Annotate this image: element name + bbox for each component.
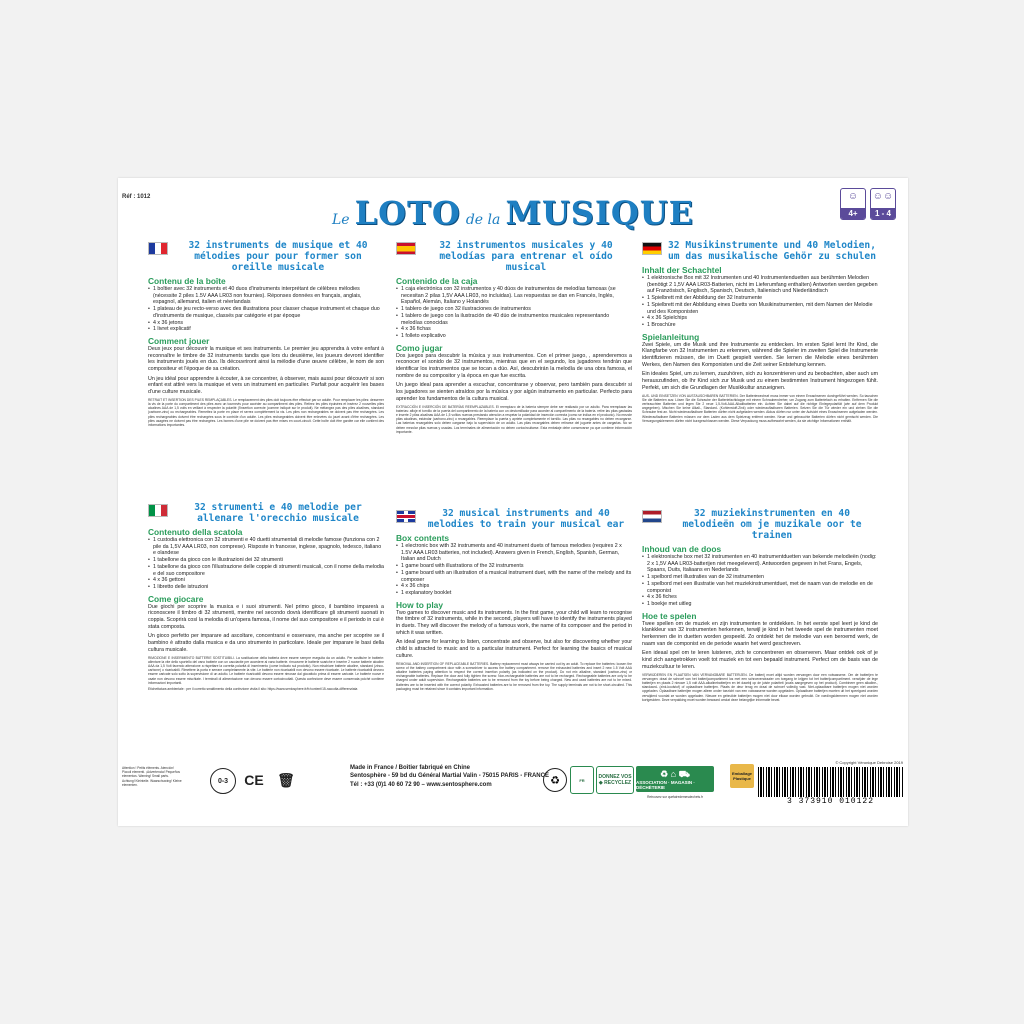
age-badge <box>840 188 866 220</box>
french-heading: 32 instruments de musique et 40 mélodies pour pour former son oreille musicale <box>188 240 368 273</box>
french-flag-icon <box>148 242 168 255</box>
age-warning-label: 0-3 <box>217 777 229 785</box>
section-french <box>148 240 384 492</box>
age-player-badges <box>840 188 896 220</box>
players-badge <box>870 188 896 220</box>
recycling-options-label: ASSOCIATION · MAGASIN · DÉCHÈTERIE <box>636 780 695 790</box>
german-contents-list <box>642 275 878 329</box>
list-item: • 1 Spielbrett mit der Abbildung der 32 Instrumente <box>642 295 878 302</box>
list-item: • 4 x 36 chips <box>396 583 632 590</box>
triman-icon <box>543 768 567 792</box>
french-contents-list <box>148 286 384 333</box>
list-item: • 4 x 36 Spielchips <box>642 315 878 322</box>
dutch-battery-notice: VERWIJDEREN EN PLAATSEN VAN VERVANGBARE BATTERIJEN. De batterij moet altijd worden vervangen door een volwassene. Om de batterijen te vervangen: draai de schroef van het batterijcompartiment los met een schroevendraaier om toegang te krijgen tot het batterijcompartiment. verwijder de lege batterijen en plaats 2 nieuwe 1,5 volt AAA-alkalinebatterijen en let daarbij op de juiste polariteit (zoals aangegeven op het product). Combineer geen alkaline-, standaard- (zink-koolstof) of oplaadbare batterijen. Plaats de deur terug en draai de schroef volledig vast. Niet-oplaadbare batterijen mogen niet worden opgeladen. Oplaadbare batterijen mogen alleen onder toezicht van een volwassene worden opgeladen. Oplaadbare batterijen moeten uit het speelgoed worden verwijderd voordat ze worden opgeladen. Nieuwe en gebruikte batterijen mogen niet door elkaar worden gebruikt. De voedingsklemmen mogen niet worden kortgesloten. Deze verpakking moet worden bewaard omdat deze belangrijke informatie bevat. <box>642 672 878 702</box>
list-item: • 1 folleto explicativo <box>396 333 632 340</box>
german-howto-title: Spielanleitung <box>642 331 700 342</box>
footer <box>118 758 908 826</box>
manufacturer-address <box>350 764 560 789</box>
weee-bin-icon: 🗑 <box>277 771 295 788</box>
german-heading: 32 Musikinstrumente und 40 Melodien, um das musikalische Gehör zu schulen <box>668 240 876 262</box>
list-item: • 1 spelbord met een illustratie van het muziekinstrumentduet, met de naam van de melodie en de componist <box>642 581 878 594</box>
list-item: • 1 caja electrónica con 32 instrumentos y 40 dúos de instrumentos de melodías famosas (se necesitan 2 pilas 1,5V AAA LR03, no incluidas). Las respuestas se dan en Francés, Inglés, Español, Alemán, Italiano y Holandés <box>396 286 632 306</box>
list-item: • 1 custodia elettronica con 32 strumenti e 40 duetti strumentali di melodie famose (funziona con 2 pile da 1,5V AAA LR03, non comprese). Risposte in francese, inglese, spagnolo, tedesco, italiano e olandese <box>148 537 384 557</box>
french-contents-title: Contenu de la boîte <box>148 276 226 286</box>
title-de-la: de la <box>465 212 501 228</box>
german-contents-title: Inhalt der Schachtel <box>642 265 722 275</box>
list-item: • 1 Broschüre <box>642 322 878 329</box>
english-battery-notice: REMOVAL AND INSERTION OF REPLACEABLE BATTERIES. Battery replacement must always be carried out by an adult. To replace the batteries: loosen the screw of the battery compartment door with a screwdriver to access the battery compartment. remove the exhausted batteries and insert 2 new 1.5 Volt AAA alkaline batteries paying attention to respect the correct insertion polarity (as indicated on the product). Do not mix alkaline, standard (carbon-zinc) or rechargeable batteries. Replace the door and fully tighten the screw. Non-rechargeable batteries are not to be recharged. Rechargeable batteries are only to be charged under adult supervision. Rechargeable batteries are to be removed from the toy before being charged. New and used batteries are not to be mixed. Batteries are to be inserted with the correct polarity. Exhausted batteries are to be removed from the toy. The supply terminals are not to be short-circuited. This packaging must be retained since it contains important information. <box>396 661 632 691</box>
italian-contents-list <box>148 537 384 591</box>
list-item: • 1 tablero de juego con la ilustración de 40 dúo de instrumentos musicales representando melodías conocidas <box>396 313 632 326</box>
spanish-contents-title: Contenido de la caja <box>396 276 478 286</box>
dutch-howto-text: Twee spellen om de muziek en zijn instrumenten te ontdekken. In het eerste spel leert je kind de klankkleur van 32 instrumenten herkennen, terwijl je kind in het tweede spel de instrumenten moet herkennen die in duetten worden gespeeld. Zo ontdekt het de melodie van een beroemd werk, de naam van de componist en de periode waarin het werd geschreven. <box>642 620 878 647</box>
company-contact: Tél : +33 (0)1 40 60 72 90 – www.sentosphere.com <box>350 781 492 788</box>
packaging-label: Emballage Plastique <box>731 771 752 781</box>
company-address: Sentosphère - 59 bd du Général Martial Valin - 75015 PARIS - FRANCE <box>350 773 549 780</box>
list-item: • 4 x 36 fiches <box>642 594 878 601</box>
recycling-url: Retrouvez sur quefairedemesdechets.fr <box>647 795 703 799</box>
list-item: • 4 x 36 jetons <box>148 320 384 327</box>
section-english <box>396 508 632 758</box>
spanish-howto-text-2: Un juego ideal para aprender a escuchar, concentrarse y observar, pero también para descubrir si los jugadores se sienten atraídos por la música y por algún instrumento en particular. Perfecto para aprender los fundamentos de la cultura musical. <box>396 382 632 402</box>
players-icon: ☺☺ <box>872 191 894 202</box>
spanish-howto-title: Como jugar <box>396 342 443 353</box>
title-loto: LOTO <box>354 194 461 232</box>
dutch-heading: 32 muziekinstrumenten en 40 melodieën om je muzikale oor te trainen <box>682 508 862 541</box>
list-item: • 1 livret explicatif <box>148 326 384 333</box>
french-battery-notice: RETRAIT ET INSERTION DES PILES REMPLAÇABLES. Le remplacement des piles doit toujours être effectué par un adulte. Pour remplacer les piles: desserrer la vis de la porte du compartiment des piles avec un tournevis pour accéder au compartiment des piles. Retirez les piles épuisées et insérez 2 nouvelles piles alcalines AAA de 1,5 volts en veillant à respecter la polarité (l'insertion correcte (comme indiqué sur le produit). Ne mélangez pas des piles alcalines, standard (carbone-zinc) ou rechargeables. Remettez la porte en place et serrez complètement la vis. Les piles non rechargeables ne doivent pas être rechargées. Les piles rechargeables doivent être rechargées sous le contrôle d'un adulte. Les piles rechargeables doivent être enlevées du jouet avant d'être rechargées. Les piles usagées ne doivent pas être rechargées. Les bornes d'une pile ne doivent pas être mises en court-circuit. Cette boîte doit être gardée car elle contient des informations importantes. <box>148 397 384 428</box>
german-flag-icon <box>642 242 662 255</box>
spanish-battery-notice: EXTRACCIÓN E INSERCIÓN DE BATERÍAS REEMPLAZABLES. El reemplazo de la batería siempre debe ser realizado por un adulto. Para reemplazar las baterías: afloje el tornillo de la puerta del compartimento de la batería con un destornillador para acceder al compartimento de la batería. retire las pilas gastadas e inserte 2 pilas alcalinas AAA de 1,5 voltios nuevas prestando atención a respetar la polaridad de inserción correcta (como se indica en el producto). No mezcle pilas alcalinas, estándar (carbono-zinc) o recargables. Reemplace la puerta y apriete completamente el tornillo. Las pilas no recargables no deben recargarse. Las baterías recargables solo deben cargarse bajo la supervisión de un adulto. Las pilas recargables deben retirarse del juguete antes de cargarlas. No se deben mezclar pilas nuevas y usadas. Los terminales de alimentación no deben cortocircuitarse. Esta embalaje debe conservarse ya que contiene información importante. <box>396 404 632 434</box>
list-item: • 1 Spielbrett mit der Abbildung eines Duetts von Musikinstrumenten, mit dem Namen der Melodie und des Komponisten <box>642 302 878 315</box>
list-item: • 1 boekje met uitleg <box>642 601 878 608</box>
made-in-text: Made in France / Boîtier fabriqué en Chine <box>350 765 471 771</box>
section-italian <box>148 502 384 762</box>
list-item: • 1 tabellone da gioco con le illustrazioni dei 32 strumenti <box>148 557 384 564</box>
list-item: • 1 tabellone da gioco con l'illustrazione delle coppie di strumenti musicali, con il nome della melodia e del suo compositore <box>148 564 384 577</box>
italian-contents-title: Contenuto della scatola <box>148 527 243 537</box>
italian-heading: 32 strumenti e 40 melodie per allenare l'orecchio musicale <box>194 502 362 524</box>
list-item: • 1 spelbord met illustraties van de 32 instrumenten <box>642 574 878 581</box>
packaging-icon <box>730 764 754 788</box>
ce-mark-icon <box>242 768 266 792</box>
dutch-flag-icon <box>642 510 662 523</box>
german-battery-notice: AUS- UND EINSETZEN VON AUSTAUSCHBAREN BATTERIEN. Der Batteriewechsel muss immer von einem Erwachsenen durchgeführt werden. So tauschen Sie die Batterien aus: Lösen Sie die Schraube der Batteriefachklappe mit einem Schraubendreher, um Zugang zum Batteriefach zu erhalten. Entfernen Sie die verbrauchten Batterien und legen Sie 2 neue 1,5-Volt-AAA-Alkalibatterien ein. Achten Sie dabei auf die richtige Einlegepolarität (wie auf dem Produkt angegeben). Mischen Sie keine Alkali-, Standard- (Kohlenstoff-Zink) oder wiederaufladbaren Batterien. Setzen Sie die Tür wieder ein und ziehen Sie die Schraube fest an. Nicht wiederaufladbare Batterien dürfen nicht aufgeladen werden. Akkus dürfen nur unter der Aufsicht eines Erwachsenen aufgeladen werden. Wiederaufladbare Batterien müssen vor dem Laden aus dem Spielzeug entfernt werden. Neue und gebrauchte Batterien dürfen nicht gemischt werden. Die Versorgungsklemmen dürfen nicht kurzgeschlossen werden. Diese Verpackung muss aufbewahrt werden, da sie wichtige Informationen enthält. <box>642 393 878 423</box>
list-item: • 1 game board with an illustration of a musical instrument duet, with the name of the melody and its composer <box>396 570 632 583</box>
title-le: Le <box>331 212 350 228</box>
dutch-contents-title: Inhoud van de doos <box>642 544 722 554</box>
french-howto-text-2: Un jeu idéal pour apprendre à écouter, à se concentrer, à observer, mais aussi pour découvrir si son enfant est attiré vers la musique et vers un instrument en particulier. Parfait pour acquérir les bases d'une culture musicale. <box>148 375 384 396</box>
age-label: 4+ <box>841 208 865 219</box>
english-contents-title: Box contents <box>396 533 450 543</box>
game-title <box>118 194 908 232</box>
english-contents-list <box>396 543 632 597</box>
title-musique: MUSIQUE <box>505 194 695 232</box>
list-item: • 4 x 36 fichas <box>396 326 632 333</box>
triman-symbol: ♻ <box>550 774 560 787</box>
italian-howto-text: Due giochi per scoprire la musica e i suoi strumenti. Nel primo gioco, il bambino imparerà a riconoscere il timbro di 32 strumenti, mentre nel secondo dovrà identificare gli strumenti suonati in coppia. Scoprirà così la melodia di un'opera famosa, il nome del suo compositore e il periodo in cui è stata composta. <box>148 603 384 630</box>
italian-flag-icon <box>148 504 168 517</box>
barcode-number: 3 373910 010122 <box>786 797 874 806</box>
list-item: • 4 x 36 gettoni <box>148 577 384 584</box>
barcode-block <box>758 760 903 806</box>
italian-howto-text-2: Un gioco perfetto per imparare ad ascoltare, concentrarsi e osservare, ma anche per scoprire se il bambino è attratto dalla musica e da uno strumento in particolare. Ideale per imparare le basi della cultura musicale. <box>148 633 384 653</box>
small-parts-warning: Attention ! Petits éléments. Atención! Piccoli elementi. ¡Advertencia! Pequeños elementos. Warning! Small parts. Achtung! Kleinteile. Waarschuwing! Kleine elementen. <box>122 766 182 787</box>
list-item: • 1 plateau de jeu recto-verso avec des illustrations pour classer chaque instrument et chaque duo d'instruments de musique, classés par catégorie et par époque <box>148 306 384 319</box>
english-howto-text-2: An ideal game for learning to listen, concentrate and observe, but also for discovering whether your child is attracted to music and to a particular instrument. Perfect for learning the basics of musical culture. <box>396 639 632 659</box>
donate-recycle-box <box>596 766 634 794</box>
french-howto-text: Deux jeux pour découvrir la musique et ses instruments. Le premier jeu apprendra à votre enfant à reconnaître le timbre de 32 instruments tandis que lors du deuxième, les joueurs devront identifier les instruments joués en duo. Ils découvriront ainsi la mélodie d'une œuvre célèbre, le nom de son compositeur et l'époque de sa création. <box>148 345 384 373</box>
section-spanish <box>396 240 632 502</box>
copyright: © Copyright Véronique Debroise 2019 <box>835 760 903 765</box>
spanish-contents-list <box>396 286 632 340</box>
dutch-howto-text-2: Een ideaal spel om te leren luisteren, zich te concentreren en observeren. Maar ontdek ook of je kind zich aangetrokken voelt tot muziek en tot een bepaald instrument. Perfect om de basis van de muziekcultuur te leren. <box>642 650 878 670</box>
list-item: • 1 tablero de juego con 32 ilustraciones de instrumentos <box>396 306 632 313</box>
list-item: • 1 game board with illustrations of the 32 instruments <box>396 563 632 570</box>
list-item: • 1 elektronische Box mit 32 Instrumenten und 40 Instrumentenduetten aus berühmten Melodien (benötigt 2 1,5V AAA LR03-Batterien, nicht im Lieferumfang enthalten) Antworten werden gegeben auf Französisch, Englisch, Spanisch, Deutsch, Italienisch und Niederländisch <box>642 275 878 295</box>
list-item: • 1 elektronische box met 32 instrumenten en 40 instrumentduetten van bekende melodieën (nodig: 2 x 1,5V AAA LR03-batterijen niet meegeleverd). Antwoorden gegeven in het Frans, Engels, Spaans, Duits, Italiaans en Nederlands <box>642 554 878 574</box>
recycling-options-icon: ♻ ⌂ ⛟ <box>660 769 690 779</box>
barcode-icon <box>758 767 903 797</box>
german-howto-text-2: Ein ideales Spiel, um zu lernen, zuzuhören, sich zu konzentrieren und zu beobachten, aber auch um herauszufinden, ob Ihr Kind sich zur Musik und zu einem bestimmten Instrument hingezogen fühlt. Perfekt, um sich die Grundlagen der Musikkultur anzueignen. <box>642 371 878 391</box>
age-warning-icon <box>210 768 236 794</box>
fr-tag-label: FR <box>579 777 585 783</box>
box-back-sheet <box>118 178 908 826</box>
players-label: 1 - 4 <box>871 208 895 219</box>
english-howto-text: Two games to discover music and its instruments. In the first game, your child will learn to recognise the timbre of 32 instruments, while in the second, players will have to identify the instruments played in duets. They will discover the melody of a famous work, the name of its composer and the period in which it was written. <box>396 609 632 636</box>
spanish-howto-text: Dos juegos para descubrir la música y sus instrumentos. Con el primer juego, , aprenderemos a reconocer el sonido de 32 instrumentos, mientras que en el segundo, los jugadores tendrán que identificar los instrumentos que se tocan a dúo. Así, descubrirán la melodía de una obra famosa, el nombre de su compositor y la época en que fue escrita. <box>396 352 632 379</box>
list-item: • 1 libretto delle istruzioni <box>148 584 384 591</box>
italian-howto-title: Come giocare <box>148 593 204 604</box>
donate-recycle-label: DONNEZ VOS ◆ RECYCLEZ <box>598 774 632 786</box>
ce-mark-label: CE <box>244 772 264 788</box>
italian-battery-notice: RIMOZIONE E INSERIMENTO BATTERIE SOSTITUIBILI. La sostituzione della batteria deve essere sempre eseguita da un adulto. Per sostituire le batterie: allentare la vite dello sportello del vano batterie con un cacciavite per accedere al vano batterie. rimuovere le batterie scariche e inserire 2 nuove batterie alcaline AAA da 1,5 Volt facendo attenzione a rispettare la corretta polarità di inserimento (come indicato sul prodotto). Non mischiare batterie alcaline, standard (zinco-carbone) o ricaricabili. Rimettere la porta e serrare completamente la vite. Le batterie non ricaricabili non devono essere ricaricate. Le batterie ricaricabili devono essere caricate solo sotto la supervisione di un adulto. Le batterie ricaricabili devono essere rimosse dal giocattolo prima di essere caricate. Le batterie nuove e usate non devono essere mischiate. I terminali di alimentazione non devono essere cortocircuitati. Questa confezione deve essere conservata poiché contiene informazioni importanti. <box>148 655 384 685</box>
spanish-heading: 32 instrumentos musicales y 40 melodías para entrenar el oído musical <box>439 240 613 273</box>
dutch-contents-list <box>642 554 878 608</box>
list-item: • 1 explanatory booklet <box>396 590 632 597</box>
reference-number: Réf : 1012 <box>122 194 151 200</box>
section-dutch <box>642 508 878 758</box>
child-icon: ☺ <box>847 191 859 202</box>
italian-environment-label: Etichettatura ambientale : per il corretto smaltimento della confezione visita il sito: https://www.sentosphere.fr/fr/content/15-raccolta-differenziata <box>148 686 358 691</box>
english-howto-title: How to play <box>396 599 443 610</box>
english-heading: 32 musical instruments and 40 melodies to train your musical ear <box>427 508 625 530</box>
german-howto-text: Zwei Spiele, um die Musik und ihre Instrumente zu entdecken. Im ersten Spiel lernt Ihr Kind, die Klangfarbe von 32 Instrumenten zu erkennen, während die Spieler im zweiten Spiel die Instrumente identifizieren müssen, die im Duett gespielt werden. Sie lernen die Melodie eines berühmten Werkes, den Namen des Komponisten und die Zeit seiner Entstehung kennen. <box>642 341 878 368</box>
list-item: • 1 boîtier avec 32 instruments et 40 duos d'instruments interprétant de célèbres mélodies (nécessite 2 piles 1.5V AAA LR03 non fournies). Réponses données en français, anglais, espagnol, allemand, italien et néerlandais <box>148 286 384 306</box>
uk-flag-icon <box>396 510 416 523</box>
list-item: • 1 electronic box with 32 instruments and 40 instrument duets of famous melodies (requires 2 x 1.5V AAA LR03 batteries, not included). Answers given in French, English, Spanish, German, Italian and Dutch <box>396 543 632 563</box>
recycling-options-bar <box>636 766 714 792</box>
spanish-flag-icon <box>396 242 416 255</box>
fr-recycling-tag <box>570 766 594 794</box>
section-german <box>642 240 878 502</box>
french-howto-title: Comment jouer <box>148 335 210 346</box>
dutch-howto-title: Hoe te spelen <box>642 610 697 621</box>
